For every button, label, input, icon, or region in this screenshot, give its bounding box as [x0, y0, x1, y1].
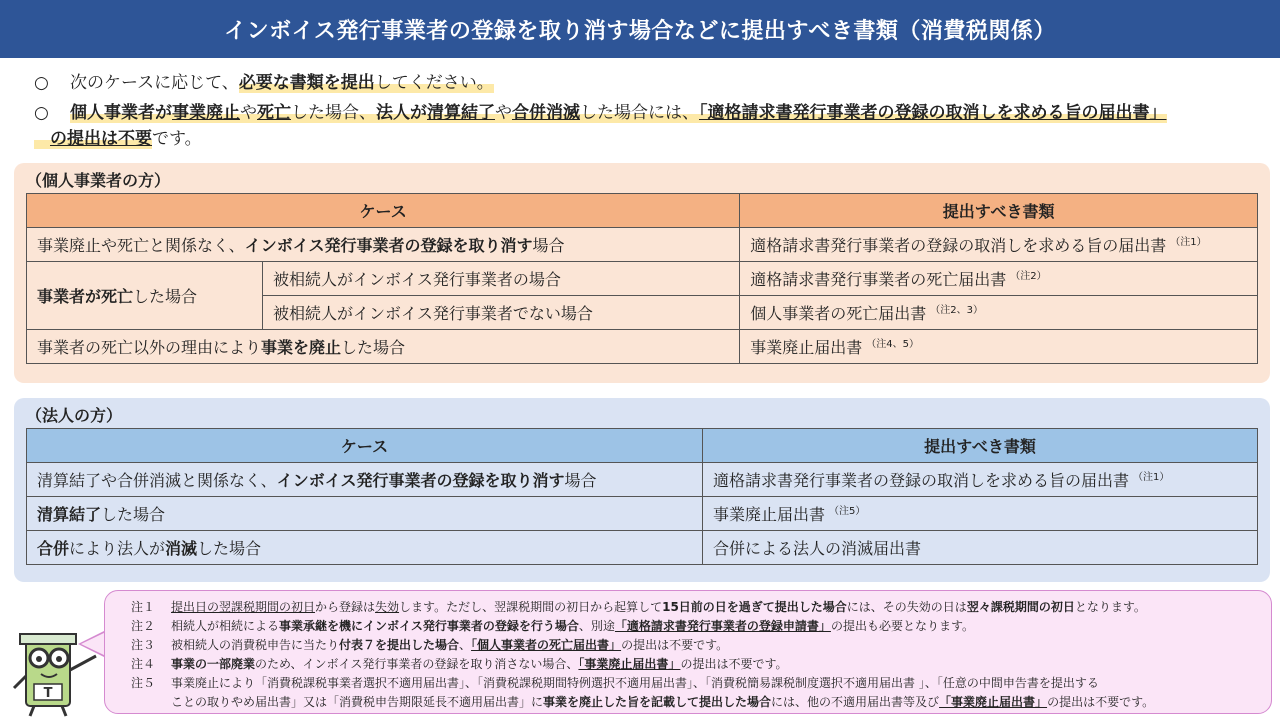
individual-table — [26, 193, 1258, 364]
note-emphasis: 事業を廃止した旨を記載して提出した場合 — [543, 695, 772, 709]
table-row — [27, 228, 1258, 262]
emphasis: 死亡 — [257, 103, 291, 123]
note-text: ことの取りやめ届出書」又は「消費税申告期限延長不適用届出書」に — [171, 695, 544, 709]
note-text: 相続人が相続による — [171, 619, 280, 633]
cell-text: 被相続人がインボイス発行事業者の場合 — [263, 262, 740, 296]
cell-text: 適格請求書発行事業者の死亡届出書 — [750, 270, 1007, 289]
cell-emphasis: インボイス発行事業者の登録を取り消す — [244, 236, 533, 255]
cell-text: により法人が — [69, 539, 166, 558]
emphasis: 個人事業者が — [70, 103, 172, 123]
page-title: インボイス発行事業者の登録を取り消す場合などに提出すべき書類（消費税関係） — [0, 0, 1280, 58]
note-emphasis: 「個人事業者の死亡届出書」 — [471, 638, 622, 652]
notes-box — [104, 590, 1272, 714]
note-text: 事業廃止により「消費税課税事業者選択不適用届出書」、「消費税課税期間特例選択不適用届出書」、「消費税簡易課税制度選択不適用届出書 」、「任意の中間申告書を提出する — [171, 676, 1099, 690]
note-1 — [131, 598, 1261, 617]
note-text: 、 — [459, 638, 472, 652]
bullet-mark: ○ — [34, 73, 49, 93]
note-text: の提出は不要です。 — [680, 657, 788, 671]
emphasis: 事業廃止 — [172, 103, 240, 123]
table-row — [27, 330, 1258, 364]
note-emphasis: 「適格請求書発行事業者の登録申請書」 — [614, 619, 831, 633]
cell-text: した場合 — [341, 338, 406, 357]
text: や — [495, 103, 512, 123]
note-text: には、その失効の日は — [846, 600, 967, 614]
cell-emphasis: 合併 — [37, 539, 70, 558]
table-row — [27, 463, 1258, 497]
bullet-mark: ○ — [34, 103, 49, 123]
note-text: の提出は不要です。 — [1047, 695, 1155, 709]
note-text: となります。 — [1074, 600, 1146, 614]
note-ref: （注5） — [829, 506, 866, 517]
note-3 — [131, 636, 1261, 655]
note-label: 注５ — [131, 676, 156, 690]
note-emphasis: 「事業廃止届出書」 — [939, 695, 1048, 709]
note-emphasis: 翌々課税期間の初日 — [966, 600, 1075, 614]
note-4 — [131, 655, 1261, 674]
text: してください。 — [374, 73, 494, 93]
cell-text: 事業廃止届出書 — [750, 338, 863, 357]
note-text: 、別途 — [578, 619, 615, 633]
bullet-2 — [34, 100, 1264, 152]
bullet-1 — [34, 70, 1264, 96]
note-text: のため、インボイス発行事業者の登録を取り消さない場合、 — [255, 657, 579, 671]
column-header-case: ケース — [27, 429, 703, 463]
cell-text: した場合 — [101, 505, 166, 524]
cell-emphasis: 事業を廃止 — [261, 338, 342, 357]
note-text: 提出日の翌課税期間の初日 — [171, 600, 316, 614]
table-row — [27, 531, 1258, 565]
note-ref: （注4、5） — [866, 339, 919, 350]
note-text: 被相続人の消費税申告に当たり — [171, 638, 340, 652]
note-label: 注４ — [131, 657, 156, 671]
note-emphasis: 15日前の日を過ぎて提出した場合 — [662, 600, 847, 614]
cell-text: 合併による法人の消滅届出書 — [703, 531, 1258, 565]
note-text: の提出も必要となります。 — [830, 619, 974, 633]
emphasis: 法人が — [376, 103, 427, 123]
cell-text: 被相続人がインボイス発行事業者でない場合 — [263, 296, 740, 330]
cell-emphasis: 事業者が死亡 — [37, 287, 134, 306]
column-header-document: 提出すべき書類 — [703, 429, 1258, 463]
note-label: 注１ — [131, 600, 156, 614]
speech-tail-fill — [81, 632, 106, 656]
note-emphasis: 「事業廃止届出書」 — [578, 657, 681, 671]
emphasis: 合併消滅 — [512, 103, 580, 123]
text: です。 — [152, 129, 202, 149]
cell-text: 適格請求書発行事業者の登録の取消しを求める旨の届出書 — [713, 471, 1130, 490]
table-row — [27, 497, 1258, 531]
cell-emphasis: 消滅 — [165, 539, 198, 558]
note-text: します。ただし、翌課税期間の初日から起算して — [399, 600, 663, 614]
cell-text: 場合 — [564, 471, 597, 490]
corporate-section — [14, 398, 1270, 582]
cell-text: 個人事業者の死亡届出書 — [750, 304, 927, 323]
note-ref: （注1） — [1170, 237, 1207, 248]
note-text: には、他の不適用届出書等及び — [771, 695, 940, 709]
column-header-document: 提出すべき書類 — [740, 194, 1258, 228]
cell-text: 清算結了や合併消滅と関係なく、 — [37, 471, 277, 490]
section-title: （法人の方） — [26, 406, 123, 425]
emphasis: 必要な書類を提出 — [238, 73, 375, 93]
emphasis: 清算結了 — [427, 103, 495, 123]
text: した場合、 — [291, 103, 376, 123]
cell-text: した場合 — [133, 287, 198, 306]
individual-section — [14, 163, 1270, 383]
cell-text: した場合 — [197, 539, 262, 558]
emphasis: 「適格請求書発行事業者の登録の取消しを求める旨の届出書」 — [699, 103, 1167, 123]
note-emphasis: 事業承継を機にインボイス発行事業者の登録を行う場合 — [279, 619, 579, 633]
note-text: 失効 — [375, 600, 400, 614]
cell-text: 事業廃止届出書 — [713, 505, 826, 524]
note-label: 注３ — [131, 638, 156, 652]
cell-text: 適格請求書発行事業者の登録の取消しを求める旨の届出書 — [750, 236, 1167, 255]
note-5 — [131, 674, 1261, 712]
text: や — [240, 103, 257, 123]
note-emphasis: 付表７を提出した場合 — [339, 638, 460, 652]
cell-emphasis: 清算結了 — [37, 505, 102, 524]
cell-emphasis: インボイス発行事業者の登録を取り消す — [276, 471, 565, 490]
cell-text: 事業者の死亡以外の理由により — [37, 338, 262, 357]
note-text: から登録は — [315, 600, 376, 614]
cell-text: 事業廃止や死亡と関係なく、 — [37, 236, 245, 255]
note-ref: （注2、3） — [930, 305, 983, 316]
note-text: の提出は不要です。 — [621, 638, 729, 652]
text: 次のケースに応じて、 — [70, 73, 239, 93]
note-ref: （注1） — [1133, 472, 1170, 483]
note-label: 注２ — [131, 619, 156, 633]
mascot-letter: T — [43, 686, 53, 701]
note-emphasis: 事業の一部廃業 — [171, 657, 256, 671]
corporate-table — [26, 428, 1258, 565]
text: した場合には、 — [580, 103, 699, 123]
cell-text: 場合 — [532, 236, 565, 255]
column-header-case: ケース — [27, 194, 740, 228]
section-title: （個人事業者の方） — [26, 171, 171, 190]
emphasis: の提出は不要 — [50, 129, 152, 149]
table-row — [27, 262, 1258, 296]
note-2 — [131, 617, 1261, 636]
note-ref: （注2） — [1010, 271, 1047, 282]
